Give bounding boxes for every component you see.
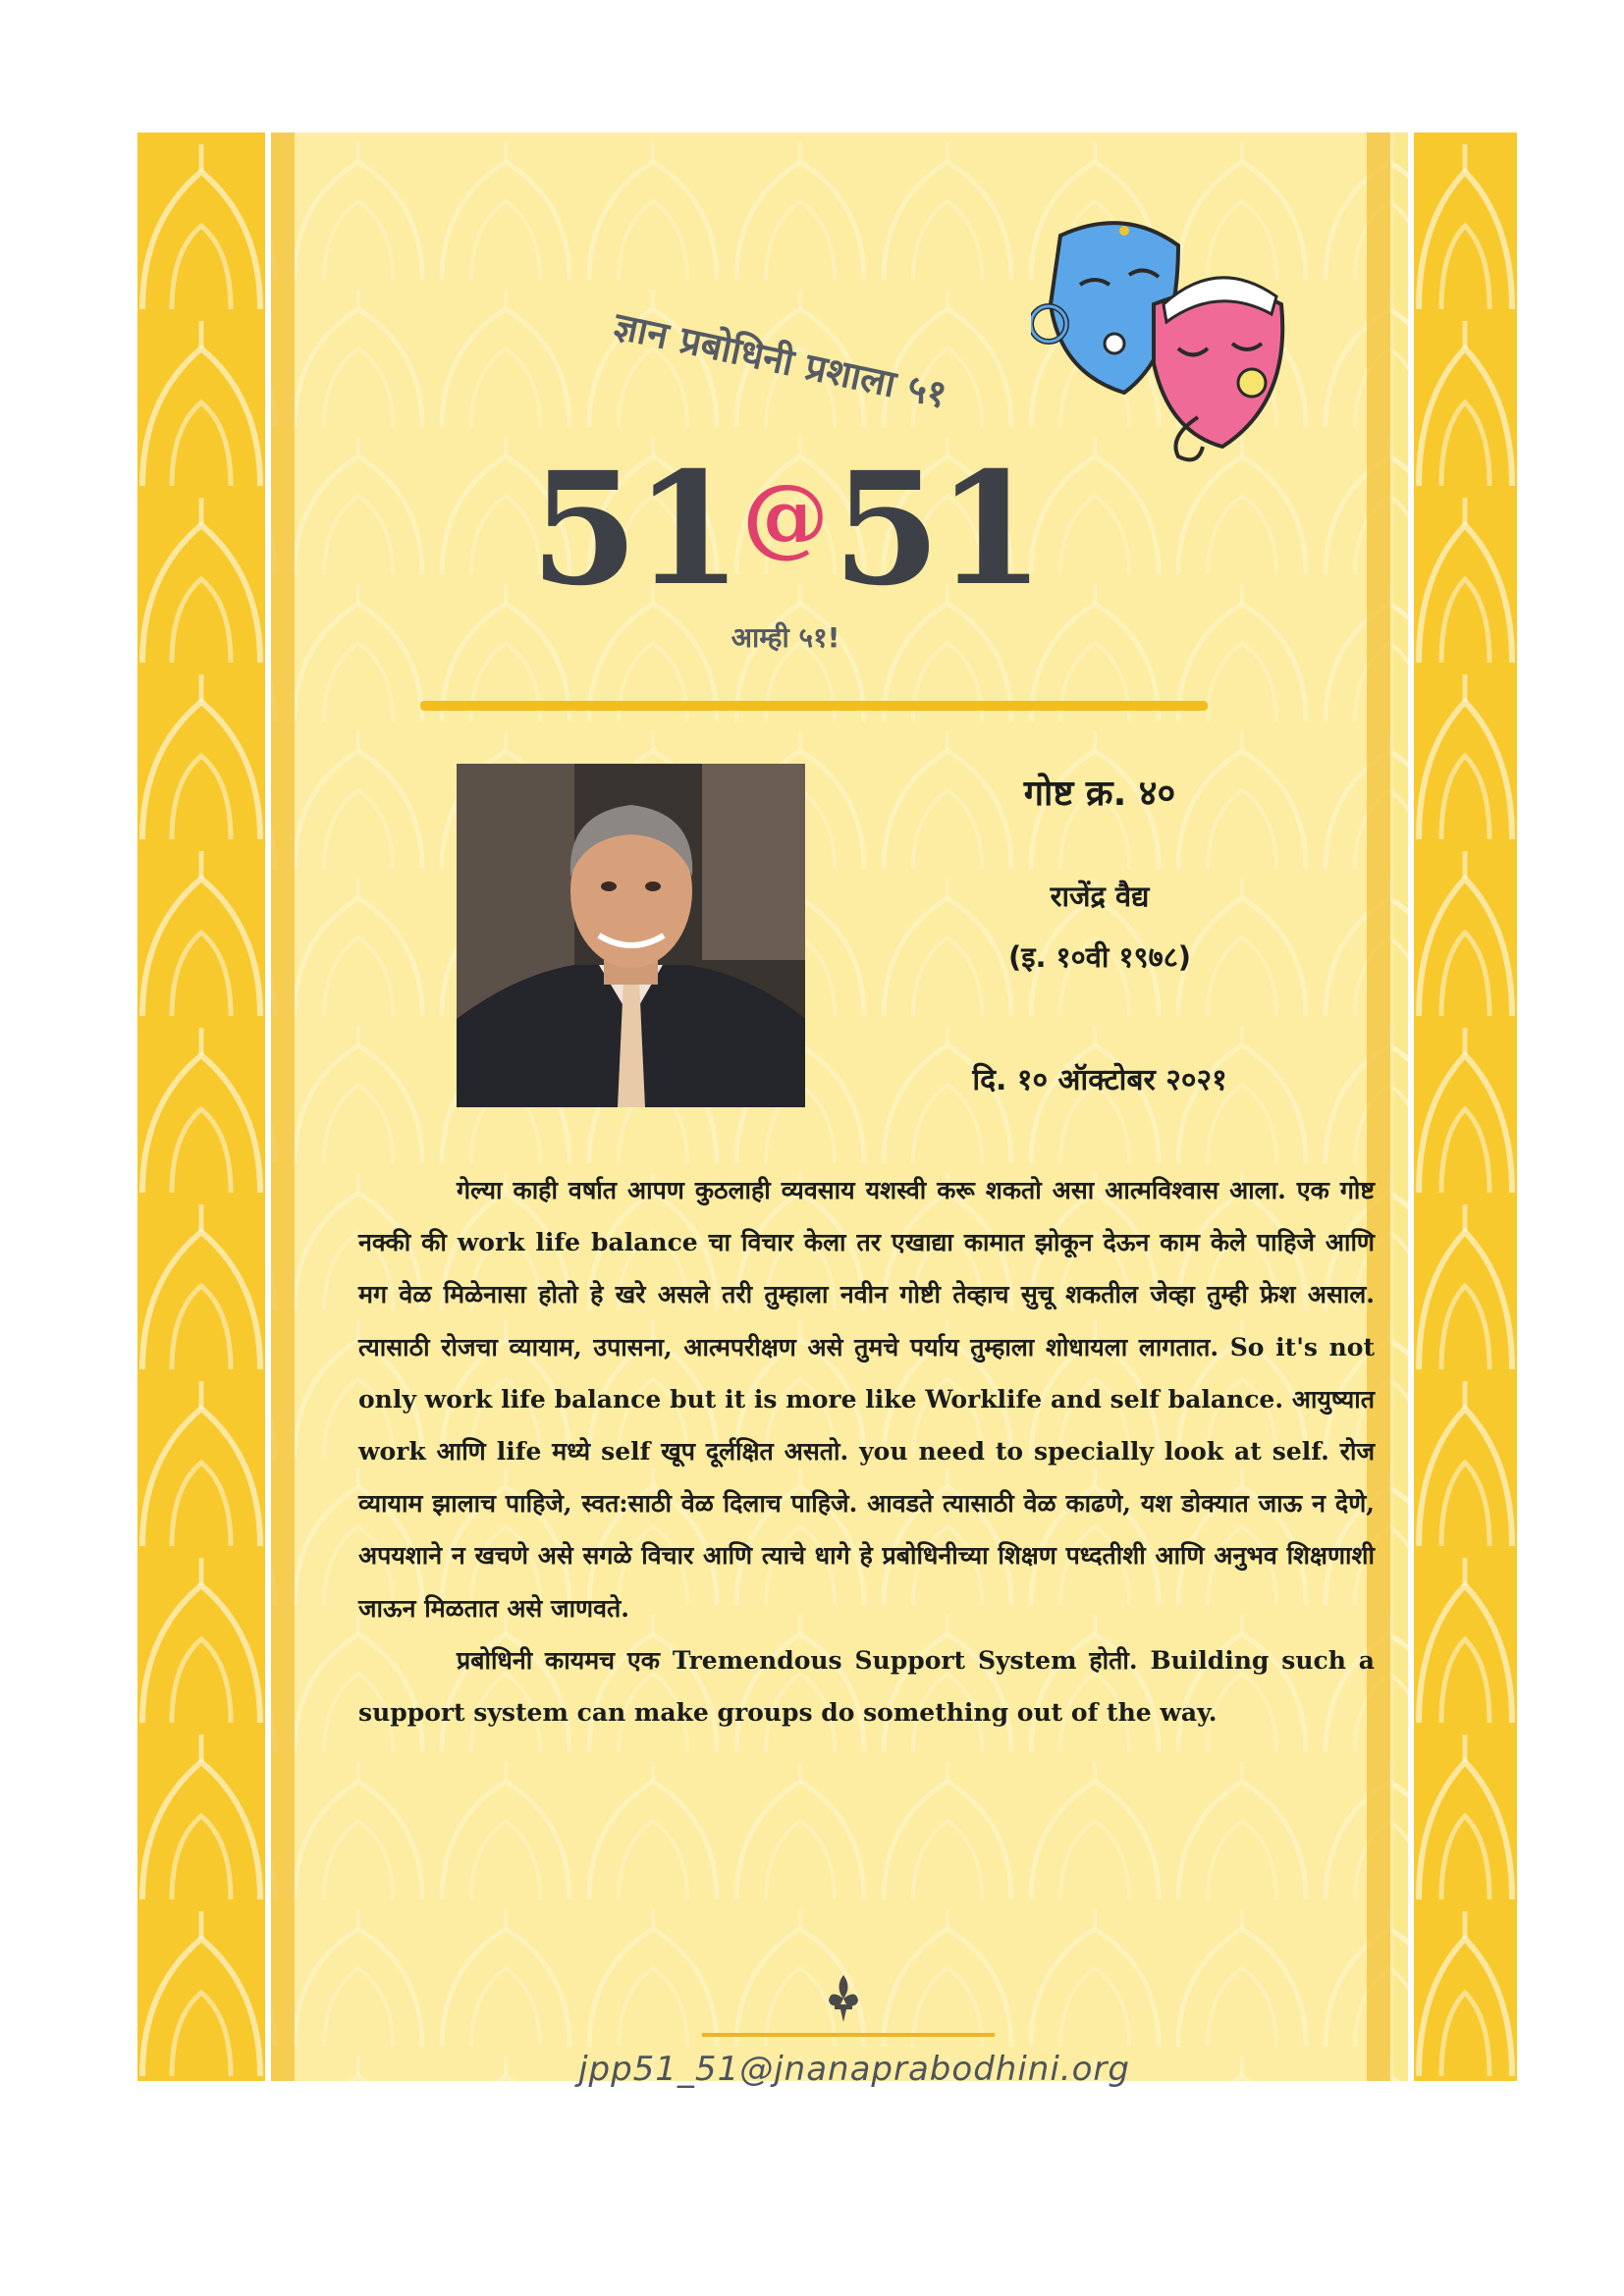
footer-divider <box>702 2033 995 2037</box>
contact-email[interactable]: jpp51_51@jnanaprabodhini.org <box>578 2050 1130 2089</box>
right-border <box>1414 133 1517 2081</box>
tagline: आम्ही ५१! <box>731 621 840 654</box>
story-paragraph: प्रबोधिनी कायमच एक Tremendous Support System होती. Building such a support system can make groups do something out of the way. <box>358 1645 1375 1728</box>
left-border-pattern <box>137 133 265 2081</box>
event-title <box>530 432 1041 620</box>
header-divider <box>420 701 1208 711</box>
event-title-left: 51 <box>530 439 738 620</box>
event-title-at: @ <box>742 464 829 566</box>
right-border-pattern <box>1414 133 1517 2081</box>
story-paragraph: गेल्या काही वर्षात आपण कुठलाही व्यवसाय यशस्वी करू शकतो असा आत्मविश्वास आला. एक गोष्ट नक्की की work life balance चा विचार केला तर एखाद्या कामात झोकून देऊन काम केले पाहिजे आणि मग वेळ मिळेनासा होतो हे खरे असले तरी तुम्हाला नवीन गोष्टी तेव्हाच सुचू शकतील जेव्हा तुम्ही फ्रेश असाल. त्यासाठी रोजचा व्यायाम, उपासना, आत्मपरीक्षण असे तुमचे पर्याय तुम्हाला शोधायला लागतात. So it's not only work life balance but it is more like Worklife and self balance. आयुष्यात work आणि life मध्ये self खूप दूर्लक्षित असतो. you need to specially look at self. रोज व्यायाम झालाच पाहिजे, स्वत:साठी वेळ दिलाच पाहिजे. आवडते त्यासाठी वेळ काढणे, यश डोक्यात जाऊ न देणे, अपयशाने न खचणे असे सगळे विचार आणि त्याचे धागे हे प्रबोधिनीच्या शिक्षण पध्दतीशी आणि अनुभव शिक्षणाशी जाऊन मिळतात असे जाणवते. <box>358 1176 1375 1623</box>
fleur-de-lis-icon <box>825 1973 862 2024</box>
event-title-right: 51 <box>833 439 1041 620</box>
right-inner-stripe <box>1367 133 1390 2081</box>
author-photo <box>457 764 805 1107</box>
poster-page <box>137 133 1517 2081</box>
left-inner-stripe <box>271 133 295 2081</box>
author-name: राजेंद्र वैद्य <box>1050 880 1150 913</box>
story-number: गोष्ट क्र. ४० <box>1023 774 1176 814</box>
story-date: दि. १० ऑक्टोबर २०२१ <box>972 1063 1227 1097</box>
theatre-masks-icon <box>1031 206 1306 471</box>
school-title: ज्ञान प्रबोधिनी प्रशाला ५१ <box>610 303 950 417</box>
author-batch: (इ. १०वी १९७८) <box>1007 940 1192 974</box>
story-body <box>358 1164 1375 1738</box>
left-border <box>137 133 265 2081</box>
